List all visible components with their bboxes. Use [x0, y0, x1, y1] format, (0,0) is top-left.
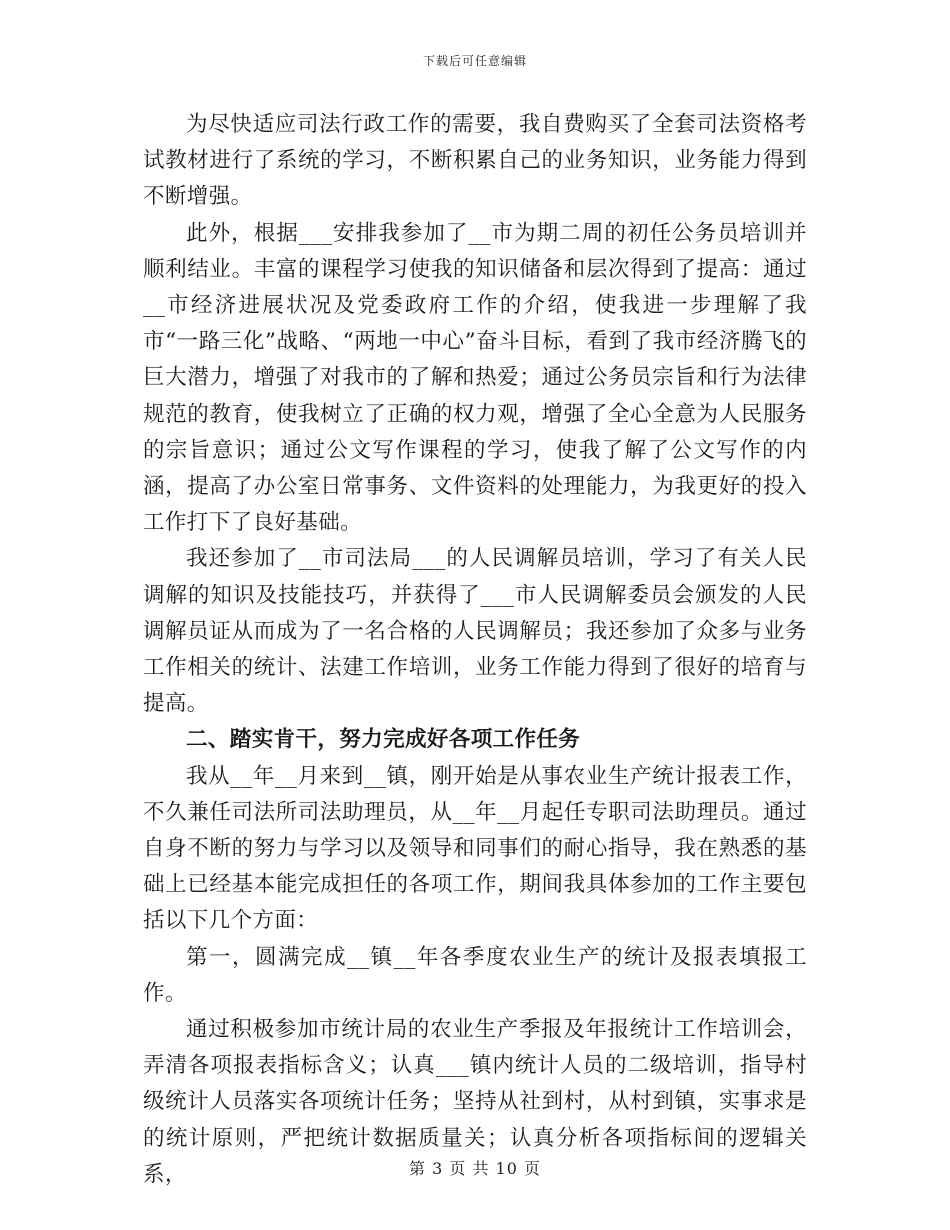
section-heading: 二、踏实肯干，努力完成好各项工作任务: [186, 727, 581, 753]
paragraph: 我还参加了__市司法局___的人民调解员培训，学习了有关人民调解的知识及技能技巧，并获得了___市人民调解委员会颁发的人民调解员证从而成为了一名合格的人民调解员；我还参加了众多与业务工作相关的统计、法建工作培训，业务工作能力得到了很好的培育与提高。: [143, 546, 807, 717]
paragraph: 我从__年__月来到__镇，刚开始是从事农业生产统计报表工作，不久兼任司法所司法助理员，从__年__月起任专职司法助理员。通过自身不断的努力与学习以及领导和同事们的耐心指导，我在熟悉的基础上已经基本能完成担任的各项工作，期间我具体参加的工作主要包括以下几个方面：: [143, 763, 807, 934]
paragraph: 此外，根据___安排我参加了__市为期二周的初任公务员培训并顺利结业。丰富的课程学习使我的知识储备和层次得到了提高：通过__市经济进展状况及党委政府工作的介绍，使我进一步理解了我市“一路三化”战略、“两地一中心”奋斗目标，看到了我市经济腾飞的巨大潜力，增强了对我市的了解和热爱；通过公务员宗旨和行为法律规范的教育，使我树立了正确的权力观，增强了全心全意为人民服务的宗旨意识；通过公文写作课程的学习，使我了解了公文写作的内涵，提高了办公室日常事务、文件资料的处理能力，为我更好的投入工作打下了良好基础。: [143, 220, 807, 536]
paragraph: 通过积极参加市统计局的农业生产季报及年报统计工作培训会，弄清各项报表指标含义；认真___镇内统计人员的二级培训，指导村级统计人员落实各项统计任务；坚持从社到村，从村到镇，实事求是的统计原则，严把统计数据质量关；认真分析各项指标间的逻辑关系，: [143, 1017, 807, 1187]
paragraph: 为尽快适应司法行政工作的需要，我自费购买了全套司法资格考试教材进行了系统的学习，不断积累自己的业务知识，业务能力得到不断增强。: [143, 112, 807, 210]
page-footer: 第 3 页 共 10 页: [409, 1159, 541, 1178]
document-body: [143, 107, 807, 1193]
page-header: 下载后可任意编辑: [422, 54, 527, 68]
paragraph: 第一，圆满完成__镇__年各季度农业生产的统计及报表填报工作。: [143, 944, 807, 1006]
